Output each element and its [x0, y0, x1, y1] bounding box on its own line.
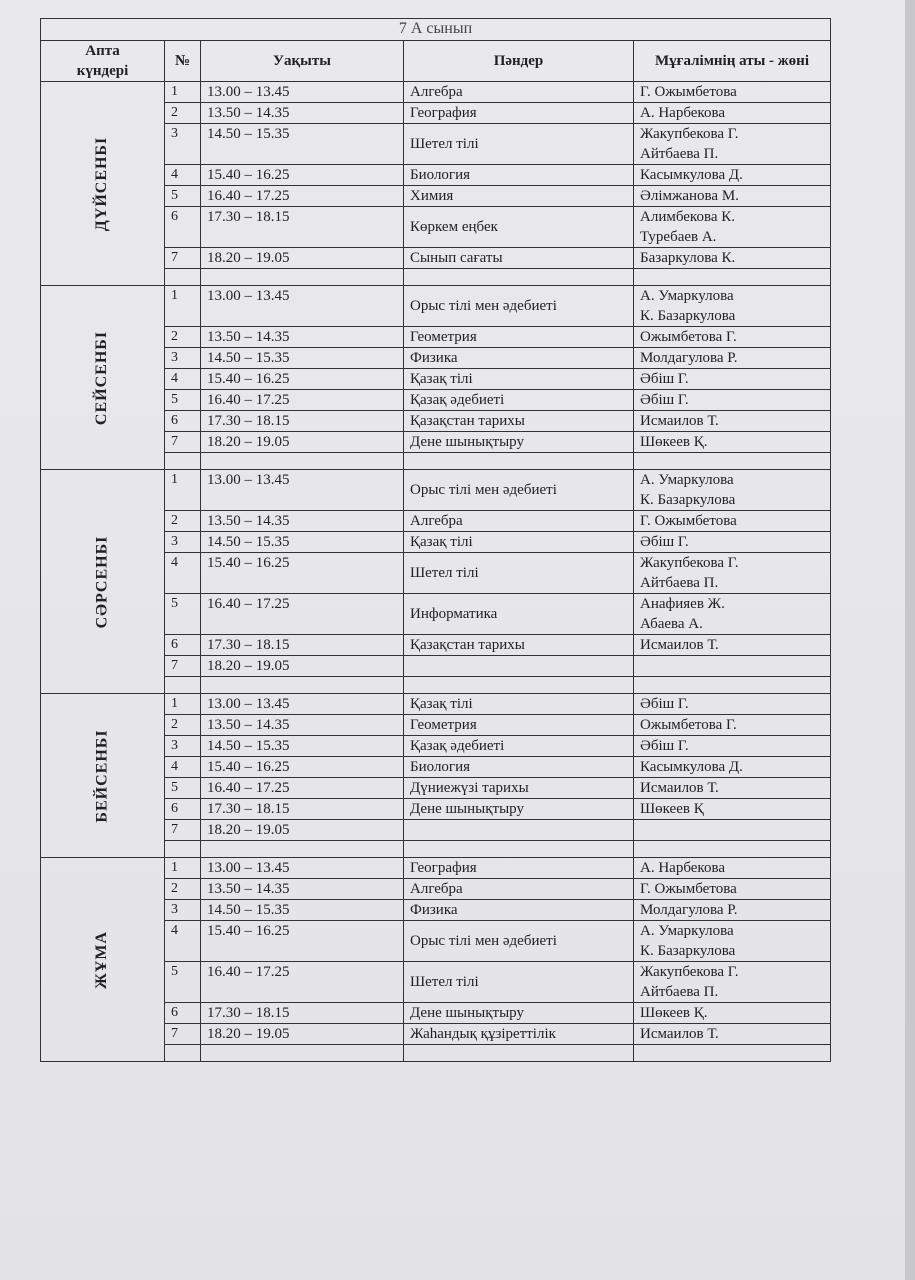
lesson-time: 13.00 – 13.45 — [201, 694, 404, 715]
lesson-subject — [404, 594, 634, 635]
teacher-name: Исмаилов Т. — [640, 413, 719, 429]
lesson-number: 4 — [165, 165, 201, 186]
lesson-subject — [404, 248, 634, 269]
day-cell — [41, 82, 165, 286]
header-day-line1: Апта — [85, 43, 120, 59]
teacher-name: А. Умаркулова — [640, 472, 734, 488]
lesson-subject — [404, 103, 634, 124]
lesson-subject — [404, 921, 634, 962]
lesson-subject — [404, 694, 634, 715]
lesson-subject — [404, 656, 634, 677]
lesson-time: 15.40 – 16.25 — [201, 757, 404, 778]
lesson-teacher — [634, 186, 831, 207]
lesson-teacher — [634, 103, 831, 124]
schedule-row — [41, 286, 831, 327]
teacher-name: Жакупбекова Г. — [640, 964, 739, 980]
subject-text: Шетел тілі — [410, 565, 479, 581]
lesson-teacher — [634, 348, 831, 369]
lesson-time: 17.30 – 18.15 — [201, 635, 404, 656]
day-cell — [41, 858, 165, 1062]
empty-cell — [404, 453, 634, 470]
lesson-subject — [404, 757, 634, 778]
lesson-time: 16.40 – 17.25 — [201, 390, 404, 411]
schedule-row — [41, 694, 831, 715]
empty-cell — [634, 453, 831, 470]
header-day-line2: күндері — [76, 63, 129, 79]
lesson-number: 2 — [165, 327, 201, 348]
lesson-time: 13.50 – 14.35 — [201, 879, 404, 900]
lesson-teacher — [634, 694, 831, 715]
lesson-time: 13.00 – 13.45 — [201, 82, 404, 103]
lesson-time: 13.00 – 13.45 — [201, 286, 404, 327]
lesson-number: 4 — [165, 553, 201, 594]
empty-cell — [404, 677, 634, 694]
lesson-time: 15.40 – 16.25 — [201, 921, 404, 962]
empty-cell — [165, 453, 201, 470]
lesson-teacher — [634, 553, 831, 594]
lesson-time: 13.00 – 13.45 — [201, 470, 404, 511]
lesson-number: 6 — [165, 635, 201, 656]
lesson-subject — [404, 635, 634, 656]
teacher-name: К. Базаркулова — [640, 492, 736, 508]
lesson-teacher — [634, 165, 831, 186]
lesson-subject — [404, 124, 634, 165]
subject-text: Орыс тілі мен әдебиеті — [410, 298, 557, 314]
lesson-time: 17.30 – 18.15 — [201, 1003, 404, 1024]
lesson-number: 3 — [165, 900, 201, 921]
lesson-teacher — [634, 799, 831, 820]
empty-cell — [404, 841, 634, 858]
teacher-name: А. Умаркулова — [640, 288, 734, 304]
lesson-subject — [404, 879, 634, 900]
schedule-row — [41, 470, 831, 511]
subject-text: Орыс тілі мен әдебиеті — [410, 933, 557, 949]
subject-text: Шетел тілі — [410, 136, 479, 152]
lesson-time: 13.50 – 14.35 — [201, 715, 404, 736]
lesson-teacher — [634, 820, 831, 841]
lesson-number: 7 — [165, 432, 201, 453]
subject-text: Алгебра — [410, 513, 463, 529]
lesson-time: 17.30 – 18.15 — [201, 411, 404, 432]
lesson-time: 16.40 – 17.25 — [201, 186, 404, 207]
teacher-name: Жакупбекова Г. — [640, 126, 739, 142]
header-day — [41, 41, 165, 82]
header-teacher: Мұғалімнің аты - жөні — [634, 41, 831, 82]
lesson-number: 1 — [165, 858, 201, 879]
teacher-name: Әбіш Г. — [640, 371, 689, 387]
teacher-name: Әбіш Г. — [640, 534, 689, 550]
lesson-subject — [404, 411, 634, 432]
lesson-teacher — [634, 1024, 831, 1045]
empty-cell — [165, 1045, 201, 1062]
lesson-time: 17.30 – 18.15 — [201, 799, 404, 820]
lesson-subject — [404, 348, 634, 369]
empty-cell — [634, 677, 831, 694]
lesson-number: 7 — [165, 820, 201, 841]
empty-cell — [404, 1045, 634, 1062]
lesson-teacher — [634, 715, 831, 736]
schedule-row — [41, 858, 831, 879]
lesson-number: 2 — [165, 879, 201, 900]
subject-text: Алгебра — [410, 881, 463, 897]
teacher-name: Г. Ожымбетова — [640, 513, 737, 529]
lesson-number: 5 — [165, 594, 201, 635]
subject-text: Дене шынықтыру — [410, 1005, 524, 1021]
schedule-row — [41, 82, 831, 103]
lesson-teacher — [634, 921, 831, 962]
lesson-time: 15.40 – 16.25 — [201, 553, 404, 594]
lesson-time: 17.30 – 18.15 — [201, 207, 404, 248]
empty-cell — [634, 1045, 831, 1062]
lesson-time: 18.20 – 19.05 — [201, 432, 404, 453]
lesson-subject — [404, 470, 634, 511]
teacher-name: К. Базаркулова — [640, 943, 736, 959]
day-label: СӘРСЕНБІ — [93, 535, 111, 628]
teacher-name: Ожымбетова Г. — [640, 717, 737, 733]
teacher-name: А. Умаркулова — [640, 923, 734, 939]
lesson-number: 5 — [165, 962, 201, 1003]
lesson-time: 16.40 – 17.25 — [201, 594, 404, 635]
empty-cell — [165, 677, 201, 694]
subject-text: Көркем еңбек — [410, 219, 498, 235]
lesson-teacher — [634, 532, 831, 553]
lesson-teacher — [634, 757, 831, 778]
day-label: ЖҰМА — [93, 930, 111, 989]
lesson-time: 16.40 – 17.25 — [201, 778, 404, 799]
lesson-teacher — [634, 390, 831, 411]
lesson-teacher — [634, 248, 831, 269]
lesson-subject — [404, 736, 634, 757]
lesson-number: 7 — [165, 656, 201, 677]
lesson-time: 13.50 – 14.35 — [201, 511, 404, 532]
subject-text: Алгебра — [410, 84, 463, 100]
teacher-name: Әбіш Г. — [640, 738, 689, 754]
lesson-number: 5 — [165, 778, 201, 799]
empty-cell — [634, 841, 831, 858]
paper-shadow — [905, 0, 915, 1280]
lesson-subject — [404, 858, 634, 879]
lesson-time: 14.50 – 15.35 — [201, 900, 404, 921]
subject-text: Дүниежүзі тарихы — [410, 780, 529, 796]
subject-text: Қазақ тілі — [410, 534, 473, 550]
lesson-time: 14.50 – 15.35 — [201, 532, 404, 553]
schedule-table — [40, 18, 831, 1062]
lesson-teacher — [634, 656, 831, 677]
lesson-teacher — [634, 470, 831, 511]
lesson-subject — [404, 432, 634, 453]
teacher-name: Алимбекова К. — [640, 209, 736, 225]
subject-text: Қазақ әдебиеті — [410, 392, 505, 408]
lesson-number: 3 — [165, 532, 201, 553]
lesson-time: 18.20 – 19.05 — [201, 248, 404, 269]
lesson-subject — [404, 778, 634, 799]
subject-text: Геометрия — [410, 717, 477, 733]
teacher-name: К. Базаркулова — [640, 308, 736, 324]
subject-text: Қазақстан тарихы — [410, 637, 525, 653]
lesson-teacher — [634, 736, 831, 757]
day-label: ДҮЙСЕНБІ — [93, 136, 111, 231]
subject-text: Орыс тілі мен әдебиеті — [410, 482, 557, 498]
lesson-time: 14.50 – 15.35 — [201, 124, 404, 165]
lesson-teacher — [634, 124, 831, 165]
lesson-number: 6 — [165, 207, 201, 248]
lesson-number: 4 — [165, 921, 201, 962]
empty-cell — [634, 269, 831, 286]
empty-cell — [201, 269, 404, 286]
lesson-time: 18.20 – 19.05 — [201, 656, 404, 677]
lesson-subject — [404, 532, 634, 553]
lesson-number: 6 — [165, 1003, 201, 1024]
lesson-subject — [404, 820, 634, 841]
teacher-name: Шөкеев Қ. — [640, 434, 708, 450]
subject-text: Қазақ тілі — [410, 696, 473, 712]
lesson-teacher — [634, 511, 831, 532]
subject-text: Қазақстан тарихы — [410, 413, 525, 429]
lesson-teacher — [634, 82, 831, 103]
lesson-number: 6 — [165, 799, 201, 820]
teacher-name: Касымкулова Д. — [640, 167, 743, 183]
teacher-name: Г. Ожымбетова — [640, 881, 737, 897]
lesson-teacher — [634, 900, 831, 921]
teacher-name: Туребаев А. — [640, 229, 717, 245]
lesson-time: 15.40 – 16.25 — [201, 369, 404, 390]
header-row — [41, 41, 831, 82]
header-num: № — [165, 41, 201, 82]
lesson-subject — [404, 799, 634, 820]
teacher-name: Анафияев Ж. — [640, 596, 725, 612]
subject-text: География — [410, 860, 477, 876]
teacher-name: Ожымбетова Г. — [640, 329, 737, 345]
subject-text: География — [410, 105, 477, 121]
lesson-subject — [404, 511, 634, 532]
lesson-teacher — [634, 879, 831, 900]
lesson-number: 2 — [165, 103, 201, 124]
lesson-teacher — [634, 432, 831, 453]
lesson-teacher — [634, 594, 831, 635]
header-subject: Пәндер — [404, 41, 634, 82]
lesson-subject — [404, 715, 634, 736]
teacher-name: Абаева А. — [640, 616, 703, 632]
class-title: 7 А сынып — [41, 19, 831, 41]
teacher-name: Айтбаева П. — [640, 575, 719, 591]
day-label: СЕЙСЕНБІ — [93, 330, 111, 425]
teacher-name: Исмаилов Т. — [640, 780, 719, 796]
lesson-subject — [404, 390, 634, 411]
lesson-number: 1 — [165, 470, 201, 511]
lesson-time: 13.00 – 13.45 — [201, 858, 404, 879]
subject-text: Қазақ тілі — [410, 371, 473, 387]
empty-cell — [165, 269, 201, 286]
teacher-name: Г. Ожымбетова — [640, 84, 737, 100]
lesson-teacher — [634, 858, 831, 879]
teacher-name: А. Нарбекова — [640, 105, 725, 121]
subject-text: Биология — [410, 167, 471, 183]
empty-cell — [404, 269, 634, 286]
teacher-name: Молдагулова Р. — [640, 902, 738, 918]
day-cell — [41, 470, 165, 694]
lesson-teacher — [634, 411, 831, 432]
lesson-number: 6 — [165, 411, 201, 432]
teacher-name: Әбіш Г. — [640, 696, 689, 712]
header-time: Уақыты — [201, 41, 404, 82]
lesson-number: 1 — [165, 82, 201, 103]
lesson-number: 5 — [165, 390, 201, 411]
lesson-subject — [404, 286, 634, 327]
subject-text: Биология — [410, 759, 471, 775]
subject-text: Қазақ әдебиеті — [410, 738, 505, 754]
subject-text: Информатика — [410, 606, 498, 622]
lesson-subject — [404, 1003, 634, 1024]
teacher-name: Базаркулова К. — [640, 250, 736, 266]
lesson-teacher — [634, 1003, 831, 1024]
lesson-subject — [404, 553, 634, 594]
lesson-subject — [404, 165, 634, 186]
teacher-name: А. Нарбекова — [640, 860, 725, 876]
lesson-number: 2 — [165, 715, 201, 736]
lesson-time: 18.20 – 19.05 — [201, 1024, 404, 1045]
lesson-number: 3 — [165, 348, 201, 369]
teacher-name: Исмаилов Т. — [640, 1026, 719, 1042]
lesson-number: 2 — [165, 511, 201, 532]
subject-text: Дене шынықтыру — [410, 801, 524, 817]
lesson-number: 1 — [165, 694, 201, 715]
teacher-name: Әлімжанова М. — [640, 188, 739, 204]
lesson-time: 16.40 – 17.25 — [201, 962, 404, 1003]
lesson-subject — [404, 900, 634, 921]
teacher-name: Айтбаева П. — [640, 146, 719, 162]
day-cell — [41, 694, 165, 858]
lesson-time: 14.50 – 15.35 — [201, 348, 404, 369]
teacher-name: Исмаилов Т. — [640, 637, 719, 653]
lesson-subject — [404, 369, 634, 390]
empty-cell — [201, 1045, 404, 1062]
lesson-subject — [404, 962, 634, 1003]
teacher-name: Шөкеев Қ. — [640, 1005, 708, 1021]
subject-text: Дене шынықтыру — [410, 434, 524, 450]
lesson-teacher — [634, 327, 831, 348]
subject-text: Химия — [410, 188, 454, 204]
lesson-number: 4 — [165, 369, 201, 390]
subject-text: Шетел тілі — [410, 974, 479, 990]
lesson-subject — [404, 186, 634, 207]
lesson-number: 7 — [165, 1024, 201, 1045]
lesson-number: 1 — [165, 286, 201, 327]
lesson-time: 15.40 – 16.25 — [201, 165, 404, 186]
lesson-teacher — [634, 778, 831, 799]
lesson-subject — [404, 207, 634, 248]
lesson-number: 7 — [165, 248, 201, 269]
lesson-teacher — [634, 635, 831, 656]
subject-text: Физика — [410, 902, 458, 918]
empty-cell — [201, 453, 404, 470]
lesson-time: 13.50 – 14.35 — [201, 327, 404, 348]
day-cell — [41, 286, 165, 470]
subject-text: Жаһандық құзіреттілік — [410, 1026, 556, 1042]
lesson-subject — [404, 1024, 634, 1045]
lesson-number: 4 — [165, 757, 201, 778]
lesson-number: 3 — [165, 124, 201, 165]
empty-cell — [201, 677, 404, 694]
lesson-time: 13.50 – 14.35 — [201, 103, 404, 124]
teacher-name: Әбіш Г. — [640, 392, 689, 408]
day-label: БЕЙСЕНБІ — [93, 728, 111, 823]
lesson-number: 3 — [165, 736, 201, 757]
teacher-name: Касымкулова Д. — [640, 759, 743, 775]
teacher-name: Айтбаева П. — [640, 984, 719, 1000]
lesson-teacher — [634, 286, 831, 327]
teacher-name: Молдагулова Р. — [640, 350, 738, 366]
empty-cell — [201, 841, 404, 858]
lesson-number: 5 — [165, 186, 201, 207]
subject-text: Физика — [410, 350, 458, 366]
lesson-subject — [404, 82, 634, 103]
lesson-teacher — [634, 207, 831, 248]
subject-text: Сынып сағаты — [410, 250, 503, 266]
subject-text: Геометрия — [410, 329, 477, 345]
lesson-time: 14.50 – 15.35 — [201, 736, 404, 757]
lesson-time: 18.20 – 19.05 — [201, 820, 404, 841]
lesson-teacher — [634, 962, 831, 1003]
lesson-teacher — [634, 369, 831, 390]
teacher-name: Жакупбекова Г. — [640, 555, 739, 571]
empty-cell — [165, 841, 201, 858]
teacher-name: Шөкеев Қ — [640, 801, 704, 817]
schedule-body — [41, 82, 831, 1062]
lesson-subject — [404, 327, 634, 348]
